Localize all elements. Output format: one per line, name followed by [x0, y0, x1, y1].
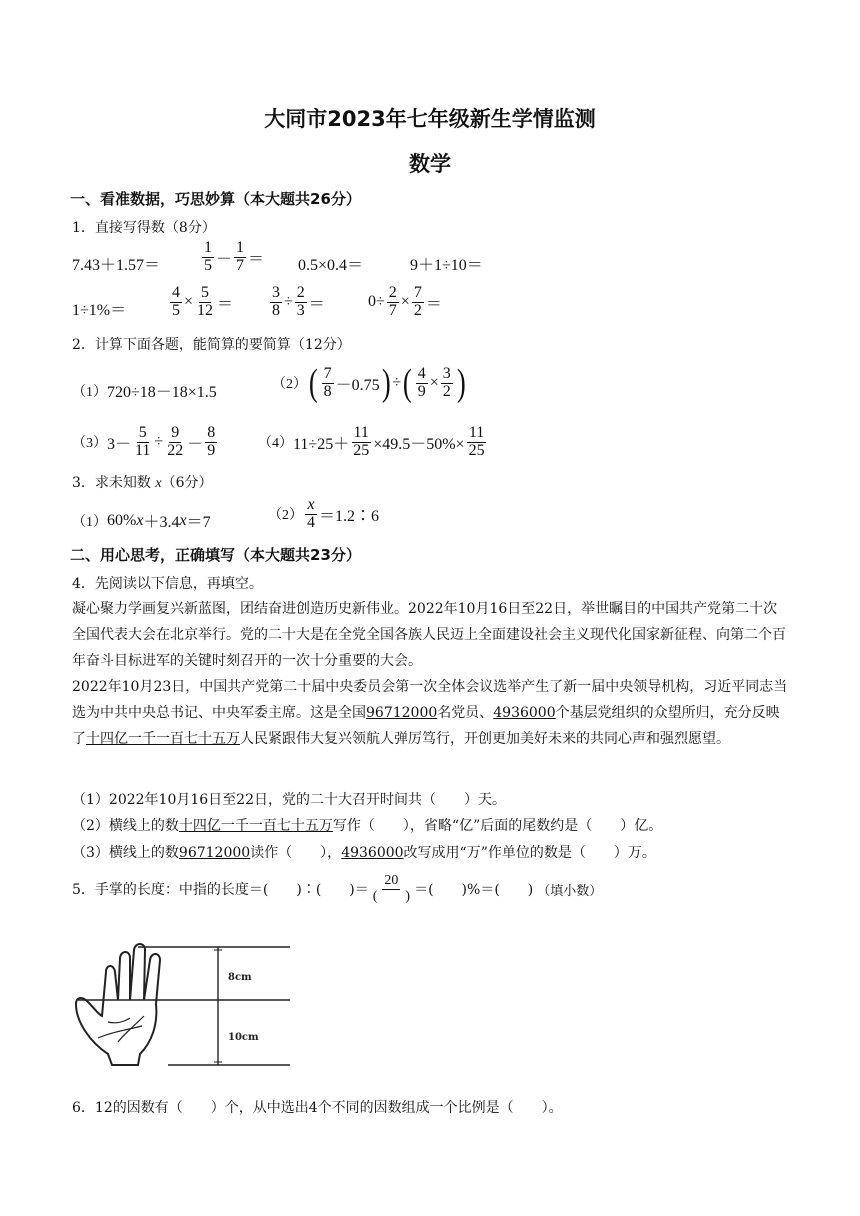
q2-p2: （2） ( $\frac{7}{8}$ －0.75 ) ÷ ( $\frac{4}{9}$ × $\frac{3}{2}$ ): [272, 362, 466, 404]
q4-sub3: （3）横线上的数96712000读作（ ），4936000改写成用“万”作单位的数是（ ）万。: [72, 845, 656, 861]
q1-stem: 1．直接写得数（8分）: [72, 220, 216, 236]
q4-sub2: （2）横线上的数十四亿一千一百七十五万写作（ ），省略“亿”后面的尾数约是（ ）亿。: [72, 818, 663, 834]
q1-r1-a: 7.43＋1.57＝: [72, 257, 161, 274]
q2-p1: （1） 720÷18－18×1.5: [72, 384, 217, 401]
section1-heading: 一、看准数据，巧思妙算（本大题共26分）: [70, 190, 361, 208]
q2-stem: 2．计算下面各题，能简算的要简算（12分）: [72, 337, 351, 353]
hand-measurement-figure: [68, 942, 308, 1072]
q2-p4: （4） 11÷25＋ $\frac{11}{25}$ ×49.5－50%× $\frac{11}{25}$: [258, 424, 485, 459]
q6-stem: 6．12的因数有（ ）个，从中选出4个不同的因数组成一个比例是（ ）。: [72, 1100, 563, 1116]
q1-r2-d: 0÷ $\frac{2}{7}$ × $\frac{7}{2}$ ＝: [368, 284, 442, 319]
q1-r1-c: 0.5×0.4＝: [298, 257, 364, 274]
q1-r2-b: $\frac{4}{5}$ × $\frac{5}{12}$ ＝: [172, 284, 234, 319]
q3-p2: （2） $\frac{x}{4}$ ＝1.2∶6: [268, 496, 380, 531]
q1-r2-c: $\frac{3}{8}$ ÷ $\frac{2}{3}$ ＝: [272, 284, 325, 319]
q4-paragraph-1: 凝心聚力学画复兴新蓝图，团结奋进创造历史新伟业。2022年10月16日至22日，举世瞩目的中国共产党第二十次全国代表大会在北京举行。党的二十大是在全党全国各族人民迈上全面建设社会主义现代化国家新征程、向第二个百年奋斗目标进军的关键时刻召开的一次十分重要的大会。: [72, 601, 786, 669]
q1-r2-a: 1÷1%＝: [72, 302, 127, 319]
section2-heading: 二、用心思考，正确填写（本大题共23分）: [70, 546, 361, 564]
q1-r1-d: 9＋1÷10＝: [410, 257, 483, 274]
q1-r1-b: $\frac{1}{5}$ － $\frac{1}{7}$ ＝: [204, 239, 265, 274]
q5-stem: 5．手掌的长度：中指的长度＝( )∶( )＝ $\frac{20}{( )}$ ＝( )%＝( ) （填小数）: [72, 873, 603, 904]
q3-stem: 3．求未知数 x（6分）: [72, 475, 213, 491]
q3-p1: （1） 60% x ＋3.4 x ＝7: [72, 511, 211, 531]
q4-sub1: （1）2022年10月16日至22日，党的二十大召开时间共（ ）天。: [72, 792, 506, 808]
hand-outline-icon: [76, 944, 160, 1065]
label-bottom-length: 10cm: [228, 1032, 259, 1043]
q4-stem: 4．先阅读以下信息，再填空。: [72, 576, 263, 592]
subject-title: 数学: [409, 152, 451, 176]
q2-p3: （3） 3－ $\frac{5}{11}$ ÷ $\frac{9}{22}$ － $\frac{8}{9}$: [72, 424, 216, 459]
page-title: 大同市2023年七年级新生学情监测: [264, 107, 596, 131]
label-top-length: 8cm: [228, 972, 252, 983]
q4-paragraph-2: 2022年10月23日，中国共产党第二十届中央委员会第一次全体会议选举产生了新一届中央领导机构，习近平同志当选为中共中央总书记、中央军委主席。这是全国96712000名党员、4936000个基层党组织的众望所归，充分反映了十四亿一千一百七十五万人民紧跟伟大复兴领航人弹厉笃行，开创更加美好未来的共同心声和强烈愿望。: [72, 679, 788, 747]
